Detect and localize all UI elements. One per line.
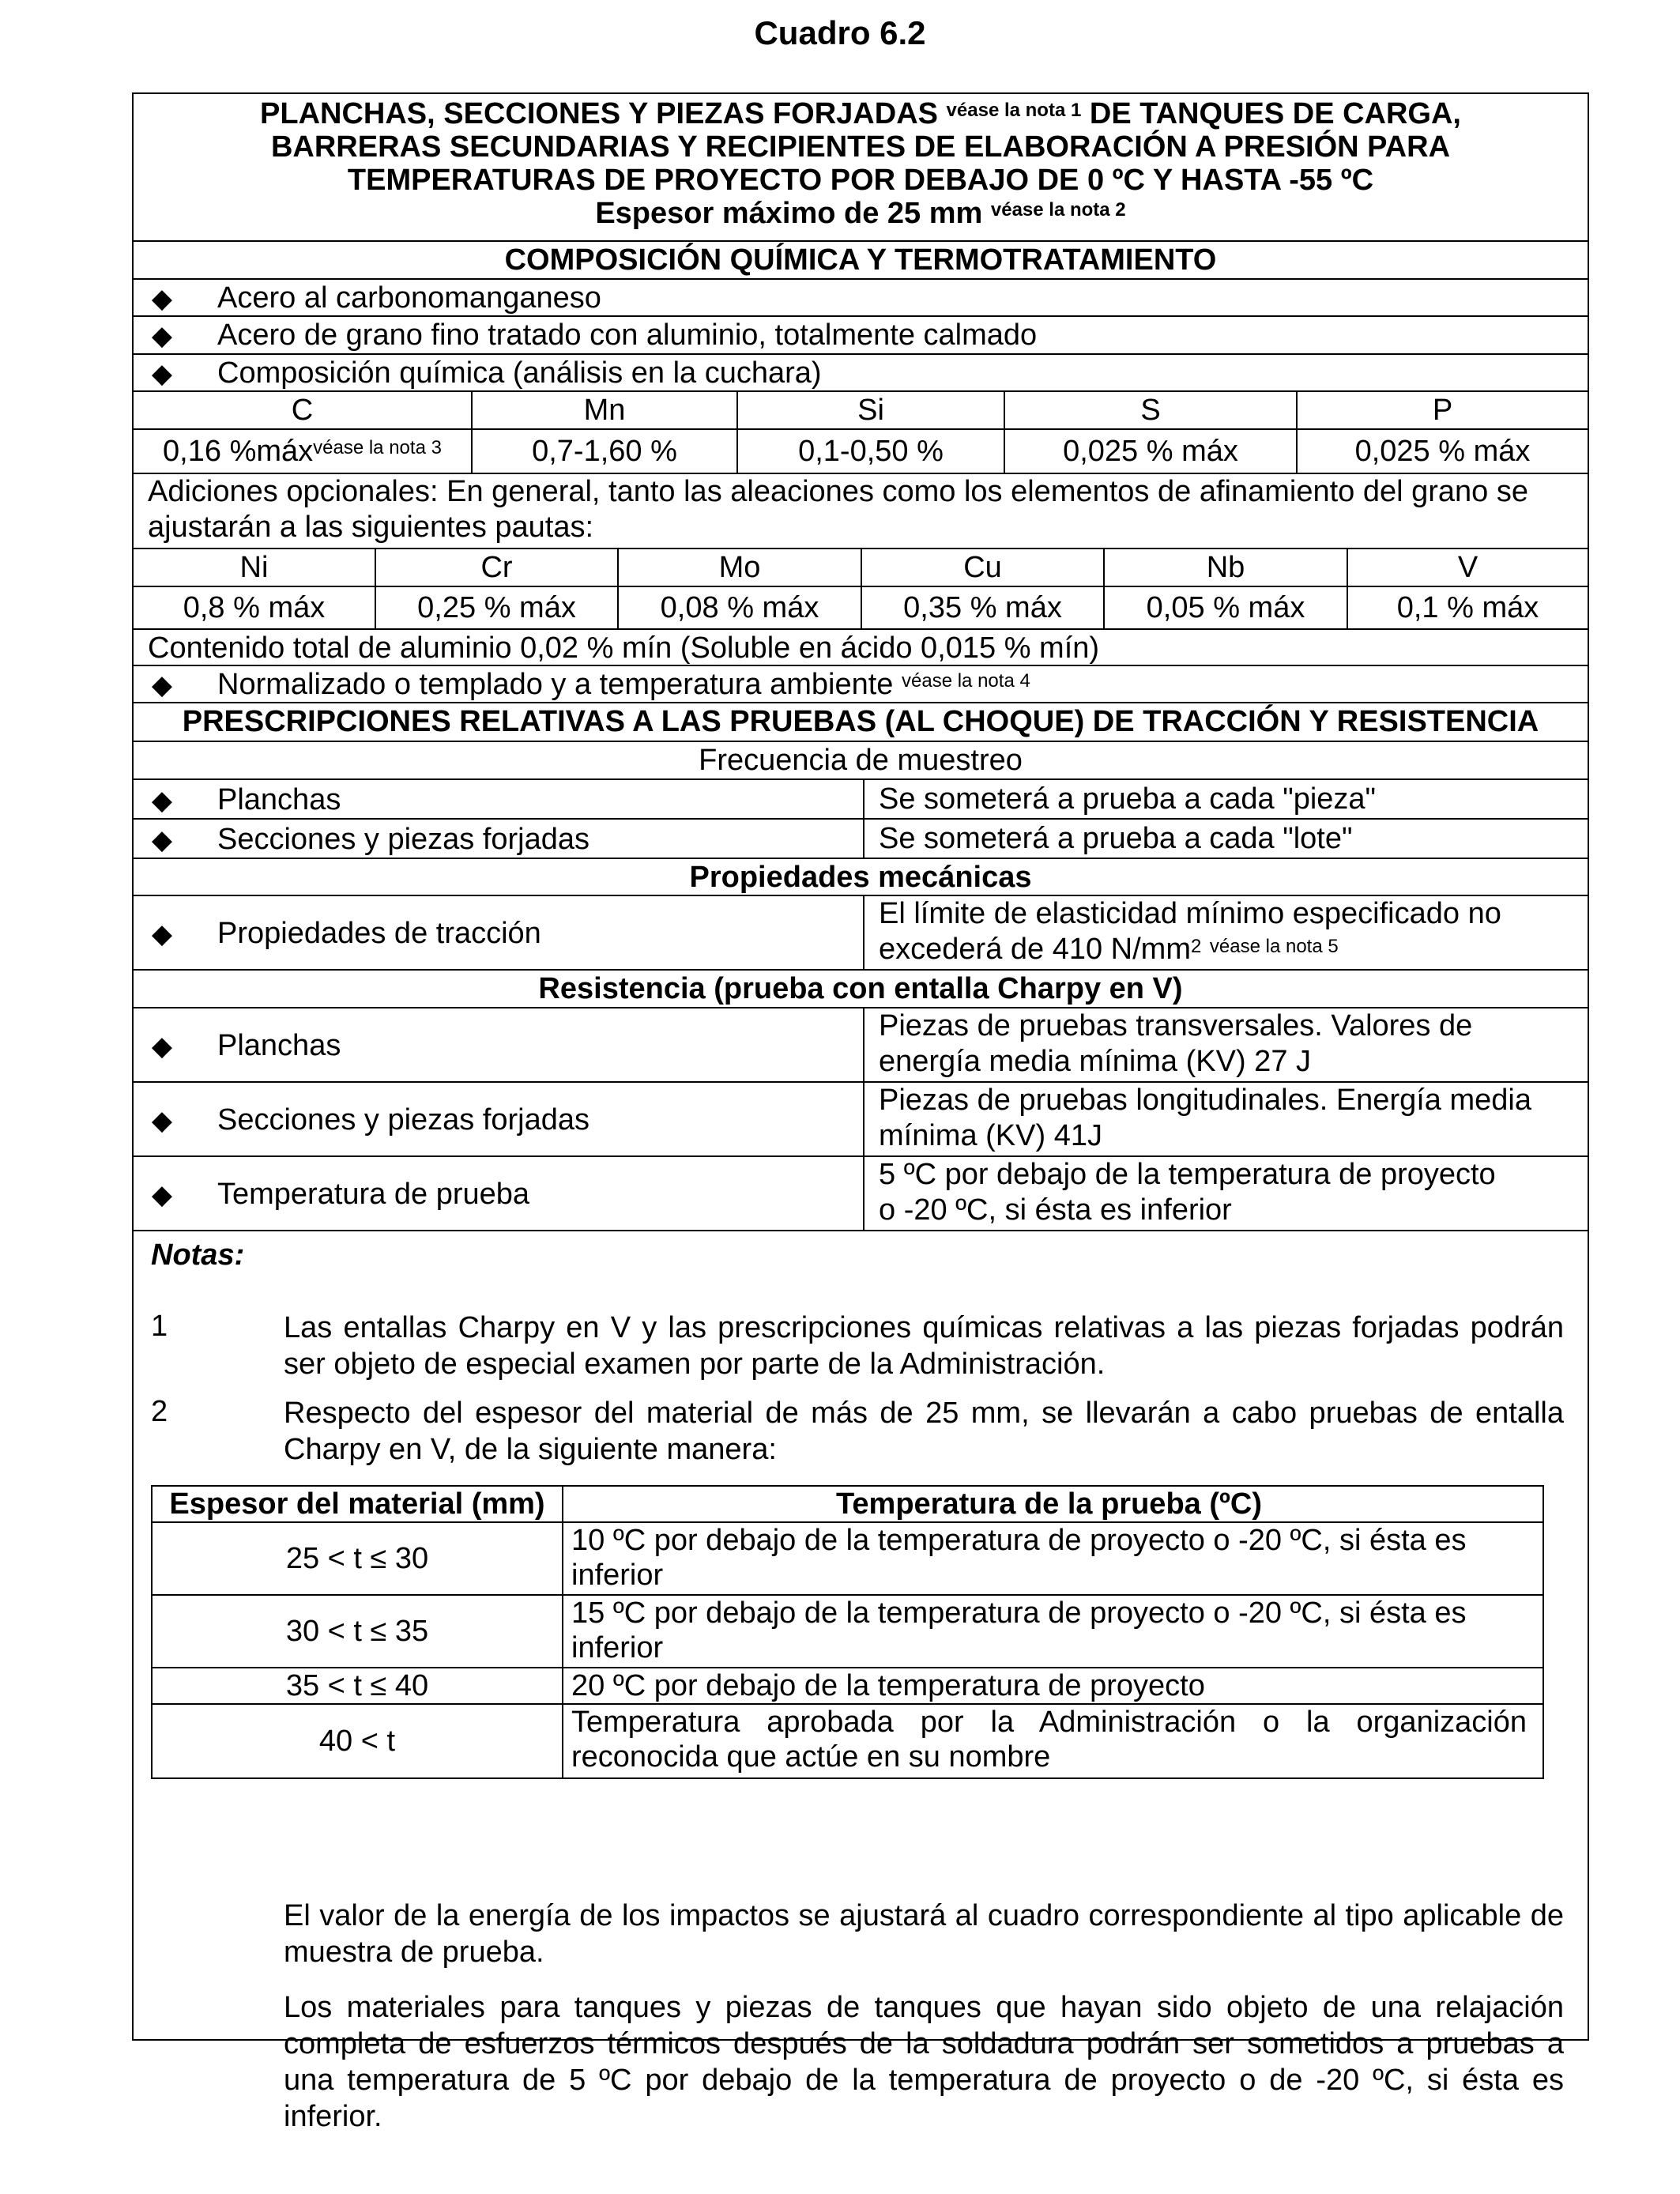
value-c (134, 430, 473, 473)
note-text: Respecto del espesor del material de más de 25 mm, se llevarán a cabo pruebas de entalla Charpy en V, de la siguiente manera: (284, 1397, 1564, 1466)
note-paragraph: El valor de la energía de los impactos se ajustará al cuadro correspondiente al tipo aplicable de muestra de prueba. (284, 1899, 1564, 1969)
tensile-label: Propiedades de tracción (217, 917, 541, 950)
element-mn: Mn (473, 392, 738, 428)
toughness-value-line-2: o -20 ºC, si ésta es inferior (879, 1193, 1232, 1227)
thickness-table-header (153, 1487, 1543, 1523)
element-c: C (134, 392, 473, 428)
tensile-limit: excederá de 410 N/mm (879, 933, 1191, 966)
table-row (153, 1668, 1543, 1705)
element-nb: Nb (1105, 549, 1348, 586)
header-line-2: BARRERAS SECUNDARIAS Y RECIPIENTES DE ELABORACIÓN A PRESIÓN PARA (270, 130, 1451, 164)
toughness-row (134, 1083, 1588, 1157)
page-title: Cuadro 6.2 (754, 14, 926, 51)
diamond-bullet-icon: ◆ (151, 670, 173, 700)
thickness-cell: 30 < t ≤ 35 (153, 1596, 563, 1667)
toughness-value-line-2: mínima (KV) 41J (879, 1119, 1102, 1152)
diamond-bullet-icon: ◆ (151, 359, 173, 389)
bullet-label: Normalizado o templado y a temperatura ambiente (217, 668, 894, 701)
tensile-value (864, 896, 1588, 969)
diamond-bullet-icon: ◆ (151, 919, 173, 949)
diamond-bullet-icon: ◆ (151, 1180, 173, 1210)
toughness-heading: Resistencia (prueba con entalla Charpy en V) (134, 971, 1588, 1008)
note-number: 2 (151, 1395, 168, 1428)
diamond-bullet-icon: ◆ (151, 786, 173, 816)
bullet-label: Acero al carbonomanganeso (217, 281, 601, 315)
frequency-row (134, 780, 1588, 820)
element-p: P (1432, 394, 1453, 427)
value-ni: 0,8 % máx (134, 587, 376, 628)
frequency-value: Se someterá a prueba a cada "lote" (879, 822, 1353, 855)
diamond-bullet-icon: ◆ (151, 321, 173, 351)
table-header (134, 94, 1588, 242)
frequency-label: Secciones y piezas forjadas (217, 823, 590, 856)
thickness-cell: 40 < t (153, 1705, 563, 1777)
temperature-cell: Temperatura aprobada por la Administración o la organización reconocida que actúe en su nombre (571, 1706, 1527, 1774)
note-4-ref: véase la nota 4 (902, 670, 1030, 692)
tensile-row (134, 896, 1588, 971)
thickness-table (151, 1485, 1544, 1779)
bullet-label: Composición química (análisis en la cuchara) (217, 356, 822, 390)
table-row (153, 1705, 1543, 1777)
header-line-1 (134, 97, 1588, 130)
element-value-row (134, 430, 1588, 474)
toughness-label: Temperatura de prueba (217, 1178, 530, 1211)
frequency-value: Se someterá a prueba a cada "pieza" (879, 782, 1377, 816)
toughness-value (864, 1083, 1588, 1155)
toughness-value (864, 1008, 1588, 1081)
toughness-value-line-1: Piezas de pruebas transversales. Valores de (879, 1009, 1473, 1042)
toughness-row (134, 1157, 1588, 1231)
composition-bullet (134, 317, 1588, 355)
toughness-label: Planchas (217, 1029, 341, 1062)
frequency-label: Planchas (217, 783, 341, 816)
element-ni: Ni (134, 549, 376, 586)
table-row (153, 1596, 1543, 1668)
composition-bullet (134, 355, 1588, 392)
frequency-row (134, 820, 1588, 859)
temperature-cell: 20 ºC por debajo de la temperatura de proyecto (571, 1669, 1205, 1702)
diamond-bullet-icon: ◆ (151, 825, 173, 855)
value-mn: 0,7-1,60 % (473, 430, 738, 473)
diamond-bullet-icon: ◆ (151, 1106, 173, 1136)
heat-treatment (134, 666, 1588, 703)
element-cr: Cr (376, 549, 619, 586)
optional-additions: Adiciones opcionales: En general, tanto las aleaciones como los elementos de afinamiento del grano se ajustarán a las siguientes pautas: (134, 474, 1588, 549)
bullet-label: Acero de grano fino tratado con aluminio, totalmente calmado (217, 319, 1038, 352)
diamond-bullet-icon: ◆ (151, 1031, 173, 1061)
toughness-value-line-1: Piezas de pruebas longitudinales. Energía media (879, 1084, 1531, 1117)
note-text: Las entallas Charpy en V y las prescripciones químicas relativas a las piezas forjadas podrán ser objeto de especial examen por parte de la Administración. (284, 1311, 1564, 1381)
optional-element-row (134, 549, 1588, 587)
toughness-value-line-1: 5 ºC por debajo de la temperatura de proyecto (879, 1158, 1496, 1191)
header-note-1: véase la nota 1 (946, 100, 1082, 121)
table-row (153, 1523, 1543, 1596)
value-mo: 0,08 % máx (619, 587, 862, 628)
mechanical-heading: Propiedades mecánicas (134, 859, 1588, 896)
spec-table (132, 92, 1589, 2133)
value-s: 0,025 % máx (1005, 430, 1298, 473)
value-si: 0,1-0,50 % (738, 430, 1005, 473)
note-number: 1 (151, 1310, 168, 1343)
thickness-cell: 25 < t ≤ 30 (153, 1523, 563, 1594)
note-3-ref: véase la nota 3 (313, 437, 442, 458)
header-line-1-b: DE TANQUES DE CARGA, (1089, 97, 1461, 130)
note-5-ref: véase la nota 5 (1209, 936, 1339, 957)
element-mo: Mo (619, 549, 862, 586)
element-s: S (1005, 392, 1298, 428)
header-note-2: véase la nota 2 (990, 199, 1126, 221)
header-line-1-a: PLANCHAS, SECCIONES Y PIEZAS FORJADAS (260, 97, 938, 130)
composition-bullet (134, 280, 1588, 317)
note-paragraph: Los materiales para tanques y piezas de tanques que hayan sido objeto de una relajación completa de esfuerzos térmicos después de la soldadura podrán ser sometidos a pruebas a una temperatura de 5 ºC por debajo de la temperatura de proyecto o de -20 ºC, si ésta es inferior. (284, 1991, 1564, 2133)
max-thickness: Espesor máximo de 25 mm (595, 197, 983, 230)
frequency-heading: Frecuencia de muestreo (134, 742, 1588, 780)
element-header-row (134, 392, 1588, 430)
header-line-3: TEMPERATURAS DE PROYECTO POR DEBAJO DE 0 ºC Y HASTA -55 ºC (347, 164, 1374, 197)
toughness-value (864, 1157, 1588, 1230)
value-p: 0,025 % máx (1354, 435, 1531, 468)
optional-value-row (134, 587, 1588, 630)
thickness-header: Espesor del material (mm) (153, 1487, 563, 1521)
value-c-text: 0,16 %máx (163, 435, 314, 468)
toughness-row (134, 1008, 1588, 1083)
temperature-cell: 15 ºC por debajo de la temperatura de proyecto o -20 ºC, si ésta es inferior (571, 1596, 1467, 1664)
squared: 2 (1190, 936, 1202, 957)
toughness-value-line-2: energía media mínima (KV) 27 J (879, 1045, 1312, 1078)
header-line-4 (134, 197, 1588, 230)
toughness-label: Secciones y piezas forjadas (217, 1103, 590, 1137)
tensile-value-line-1: El límite de elasticidad mínimo especificado no (879, 897, 1501, 930)
temperature-header: Temperatura de la prueba (ºC) (836, 1487, 1262, 1521)
value-nb: 0,05 % máx (1105, 587, 1348, 628)
element-cu: Cu (862, 549, 1105, 586)
value-v: 0,1 % máx (1396, 591, 1539, 624)
tests-heading: PRESCRIPCIONES RELATIVAS A LAS PRUEBAS (AL CHOQUE) DE TRACCIÓN Y RESISTENCIA (134, 703, 1588, 742)
temperature-cell: 10 ºC por debajo de la temperatura de proyecto o -20 ºC, si ésta es inferior (571, 1524, 1467, 1592)
thickness-cell: 35 < t ≤ 40 (153, 1668, 563, 1703)
element-si: Si (738, 392, 1005, 428)
notes-heading: Notas: (151, 1238, 245, 1272)
element-v: V (1457, 551, 1478, 584)
diamond-bullet-icon: ◆ (151, 284, 173, 314)
tensile-value-line-2 (879, 932, 1588, 967)
value-cr: 0,25 % máx (376, 587, 619, 628)
composition-heading: COMPOSICIÓN QUÍMICA Y TERMOTRATAMIENTO (134, 242, 1588, 280)
value-cu: 0,35 % máx (862, 587, 1105, 628)
aluminium-content: Contenido total de aluminio 0,02 % mín (Soluble en ácido 0,015 % mín) (134, 630, 1588, 666)
